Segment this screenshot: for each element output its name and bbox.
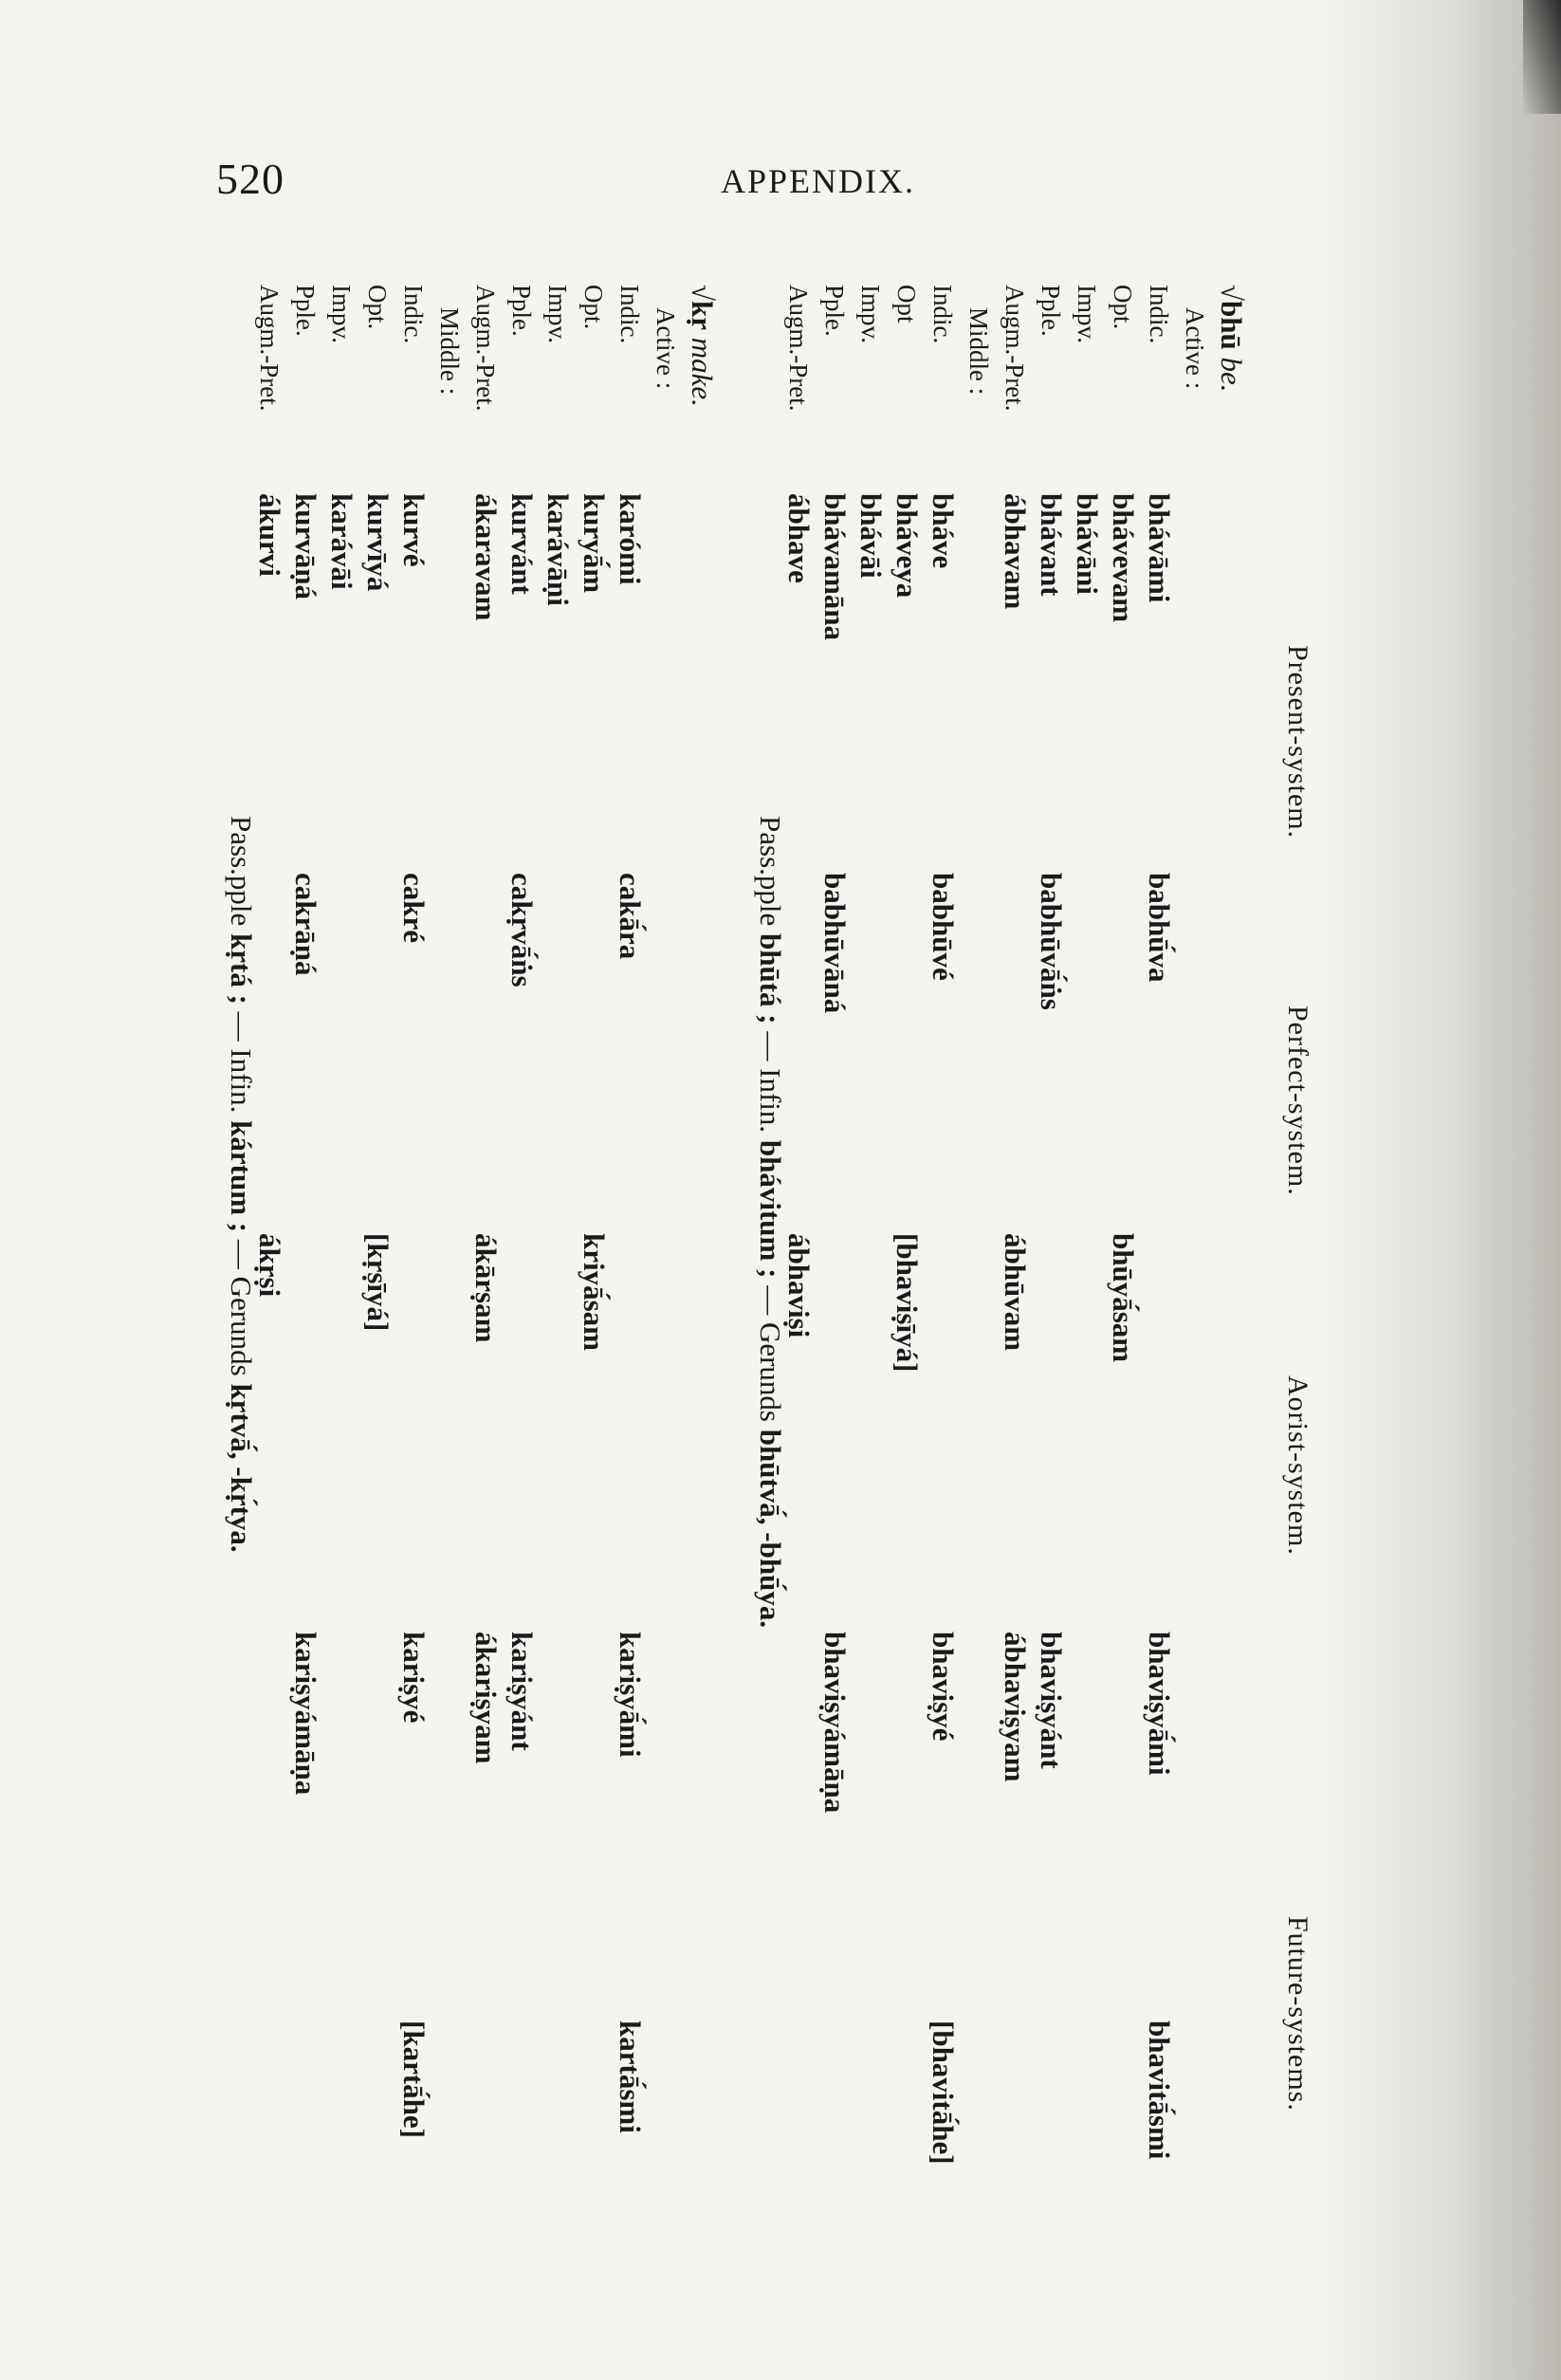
bhu-aorist-form: ábhaviṣi: [782, 1233, 816, 1338]
kr-perfect-form: cakṛvā́ṅs: [505, 873, 539, 987]
kr-present-form: kurvīyá: [361, 493, 395, 592]
bhu-present-form: bhávamāna: [818, 493, 852, 641]
page-number: 520: [216, 155, 285, 203]
kr-future1-form: kariṣyā́mi: [614, 1632, 647, 1758]
kr-future1-form: ákariṣyam: [469, 1632, 503, 1764]
kr-aorist-form: kriyā́sam: [578, 1233, 611, 1351]
kr-future1-form: kariṣyámāṇa: [289, 1632, 322, 1796]
dash: —: [225, 1232, 258, 1277]
kr-aorist-form: ákārṣam: [469, 1233, 503, 1343]
infinitive-label: Infin.: [754, 1068, 787, 1134]
header-future-systems: Future-systems.: [1282, 1916, 1313, 2112]
kr-present-form: kurvāṇá: [289, 493, 322, 600]
dash: —: [754, 1024, 787, 1069]
bhu-future1-form: bhaviṣyámāṇa: [818, 1632, 852, 1814]
bhu-row-label: Opt.: [1109, 285, 1137, 330]
pass-label: Pass.pple: [754, 816, 787, 927]
bhu-row-label: Augm.-Pret.: [784, 285, 813, 412]
kr-present-form: ákaravam: [469, 493, 503, 621]
header-aorist-system: Aorist-system.: [1282, 1375, 1313, 1556]
kr-aorist-form: [kṛṣīyá]: [361, 1233, 395, 1332]
kr-row-label: Augm.-Pret.: [471, 285, 500, 412]
bhu-perfect-form: babhū́va: [1143, 873, 1176, 983]
bhu-present-form: ábhave: [782, 493, 816, 583]
bhu-present-form: bhávāi: [854, 493, 888, 579]
running-head: APPENDIX.: [721, 162, 916, 200]
bhu-row-label: Indic.: [928, 285, 957, 344]
page-corner-shadow: [1523, 0, 1561, 114]
bhu-future1-form: bhaviṣyé: [927, 1632, 960, 1742]
bhu-row-label: Pple.: [1037, 285, 1065, 337]
conjugation-table: [225, 285, 1318, 2334]
kr-row-label: Opt.: [579, 285, 608, 330]
page-edge-shadow: [1314, 0, 1561, 2380]
gerunds-value: kṛtvā́, -kṛ́tya.: [225, 1375, 258, 1553]
kr-root-label: [681, 285, 723, 407]
kr-row-label: Impv.: [543, 285, 572, 343]
kr-row-label: Impv.: [327, 285, 356, 343]
bhu-row-label: Impv.: [856, 285, 885, 343]
kr-present-form: karávāi: [325, 493, 358, 590]
root-gloss: be.: [1215, 349, 1248, 393]
kr-future1-form: kariṣyánt: [505, 1632, 539, 1751]
dash: —: [225, 1004, 258, 1049]
bhu-future1-form: ábhaviṣyam: [999, 1632, 1032, 1782]
kr-present-form: karávāṇi: [542, 493, 575, 606]
gerunds-label: Gerunds: [225, 1276, 258, 1376]
bhu-future2-form: bhavitā́smi: [1143, 2020, 1176, 2160]
bhu-aorist-form: bhūyā́sam: [1107, 1233, 1140, 1363]
infinitive-value: kártum ;: [225, 1113, 258, 1233]
dash: —: [754, 1278, 787, 1322]
kr-present-form: kurvánt: [505, 493, 539, 595]
bhu-aorist-form: ábhūvam: [999, 1233, 1032, 1352]
kr-perfect-form: cakré: [397, 873, 431, 944]
kr-row-label: Pple.: [507, 285, 536, 337]
kr-present-form: kuryā́m: [578, 493, 611, 594]
bhu-active-label: Active :: [1181, 307, 1209, 390]
root-symbol: √: [686, 285, 719, 302]
bhu-summary-line: [753, 816, 787, 1628]
kr-active-label: Active :: [652, 307, 680, 390]
bhu-root-label: [1210, 285, 1252, 393]
bhu-perfect-form: babhūvé: [927, 873, 960, 981]
kr-aorist-form: ákṛṣi: [253, 1233, 286, 1298]
kr-row-label: Indic.: [399, 285, 428, 344]
bhu-present-form: bhávevam: [1107, 493, 1140, 623]
infinitive-value: bhávitum ;: [754, 1133, 787, 1279]
kr-future2-form: [kartā́he]: [397, 2020, 431, 2138]
kr-middle-label: Middle :: [435, 307, 464, 396]
kr-row-label: Opt.: [363, 285, 392, 330]
infinitive-label: Infin.: [225, 1048, 258, 1114]
root-gloss: make.: [686, 330, 719, 407]
bhu-present-form: ábhavam: [999, 493, 1032, 610]
bhu-perfect-form: babhūvā́ṅs: [1035, 873, 1068, 1010]
bhu-row-label: Impv.: [1073, 285, 1101, 343]
kr-present-form: ákurvi: [253, 493, 286, 577]
bhu-row-label: Augm.-Pret.: [1001, 285, 1029, 412]
pass-value: kṛtá ;: [225, 926, 258, 1005]
kr-row-label: Indic.: [615, 285, 644, 344]
header-perfect-system: Perfect-system.: [1282, 1006, 1313, 1196]
bhu-future2-form: [bhavitā́he]: [927, 2020, 960, 2165]
kr-present-form: kurvé: [397, 493, 431, 567]
kr-row-label: Augm.-Pret.: [255, 285, 284, 412]
root-symbol: √: [1215, 285, 1248, 302]
bhu-future1-form: bhaviṣyā́mi: [1143, 1632, 1176, 1776]
kr-summary-line: [224, 816, 258, 1553]
bhu-present-form: bhávāni: [1071, 493, 1104, 595]
header-present-system: Present-system.: [1282, 645, 1313, 839]
kr-perfect-form: cakrāṇá: [289, 873, 322, 976]
bhu-present-form: bháveya: [891, 493, 924, 599]
kr-future1-form: kariṣyé: [397, 1632, 431, 1724]
bhu-aorist-form: [bhaviṣīyá]: [891, 1233, 924, 1373]
bhu-present-form: bhávant: [1035, 493, 1068, 597]
kr-present-form: karómi: [614, 493, 647, 585]
bhu-row-label: Pple.: [820, 285, 849, 337]
bhu-future1-form: bhaviṣyánt: [1035, 1632, 1068, 1769]
gerunds-label: Gerunds: [754, 1321, 787, 1422]
kr-future2-form: kartā́smi: [614, 2020, 647, 2133]
root-word: bhū: [1215, 301, 1248, 350]
gerunds-value: bhūtvā́, -bhū́ya.: [754, 1422, 787, 1629]
kr-perfect-form: cakā́ra: [614, 873, 647, 960]
bhu-row-label: Indic.: [1145, 285, 1173, 344]
bhu-middle-label: Middle :: [964, 307, 993, 396]
kr-row-label: Pple.: [291, 285, 320, 337]
pass-value: bhūtá ;: [754, 926, 787, 1024]
bhu-row-label: Opt: [892, 285, 921, 323]
pass-label: Pass.pple: [225, 816, 258, 927]
bhu-present-form: bhávāmi: [1143, 493, 1176, 603]
bhu-perfect-form: babhūvāná: [818, 873, 852, 1014]
root-word: kṛ: [686, 301, 719, 331]
bhu-present-form: bháve: [927, 493, 960, 569]
